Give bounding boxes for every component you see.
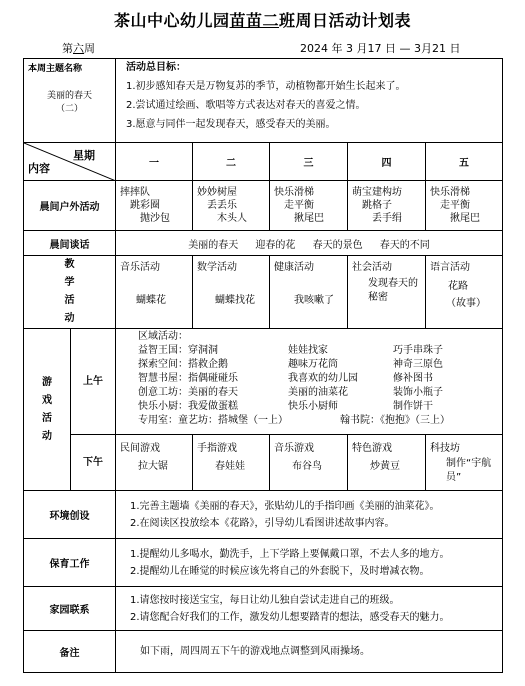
games-afternoon-row — [24, 435, 503, 491]
area-row: 探索空间：搭救企鹅 趣味万花筒 神奇三原色 — [138, 359, 444, 370]
afternoon-label: 下午 — [71, 435, 116, 491]
outdoor-cell: 萌宝建构坊 跳格子 丢手绢 — [348, 181, 426, 231]
teaching-row — [24, 256, 503, 329]
page-title — [0, 8, 525, 31]
goals-title: 活动总目标： — [126, 62, 187, 73]
family-row — [24, 587, 503, 631]
teaching-cell: 语言活动 花路 （故事） — [426, 256, 503, 329]
afternoon-cell: 特色游戏 炒黄豆 — [348, 435, 426, 491]
teaching-cell: 音乐活动 蝴蝶花 — [116, 256, 193, 329]
talk-topics: 美丽的春天 迎春的花 春天的景色 春天的不同 — [116, 231, 503, 256]
day-mon: 一 — [116, 143, 193, 181]
teaching-cell: 社会活动 发现春天的秘密 — [348, 256, 426, 329]
theme-name: 美丽的春天 — [47, 91, 93, 101]
morning-label: 上午 — [71, 329, 116, 435]
day-fri: 五 — [426, 143, 503, 181]
week-number: 第六周 — [62, 42, 95, 55]
care-label: 保育工作 — [24, 539, 116, 587]
date-range: 2024 年 3 月17 日 — 3月21 日 — [300, 42, 461, 55]
environment-cell: 1.完善主题墙《美丽的春天》，张贴幼儿的手指印画《美丽的油菜花》。 2.在阅读区投放绘本《花路》，引导幼儿看图讲述故事内容。 — [116, 491, 503, 539]
area-row: 创意工坊：美丽的春天 美丽的油菜花 装饰小瓶子 — [138, 387, 444, 398]
area-row: 智慧书屋：指偶碰碰乐 我喜欢的幼儿园 修补图书 — [138, 373, 434, 384]
remarks-label: 备注 — [24, 631, 116, 673]
class-name: 苗苗二 — [229, 11, 279, 30]
area-row: 益智王国：穿洞洞 娃娃找家 巧手串珠子 — [138, 345, 444, 356]
talk-row — [24, 231, 503, 256]
goals-cell — [116, 59, 503, 143]
goal-item: 3.愿意与同伴一起发现春天，感受春天的美丽。 — [126, 119, 336, 130]
care-row — [24, 539, 503, 587]
diagonal-header: 星期 内容 — [24, 143, 116, 181]
goal-item: 2.尝试通过绘画、歌唱等方式表达对春天的喜爱之情。 — [126, 100, 366, 111]
afternoon-cell: 音乐游戏 布谷鸟 — [270, 435, 348, 491]
day-tue: 二 — [193, 143, 270, 181]
afternoon-cell: 手指游戏 春娃娃 — [193, 435, 270, 491]
outdoor-row — [24, 181, 503, 231]
goal-item: 1.初步感知春天是万物复苏的季节，动植物都开始生长起来了。 — [126, 81, 406, 92]
family-cell: 1.请您按时接送宝宝，每日让幼儿独自尝试走进自己的班级。 2.请您配合好我们的工作，激发幼儿想要踏青的想法，感受春天的魅力。 — [116, 587, 503, 631]
teaching-cell: 数学活动 蝴蝶找花 — [193, 256, 270, 329]
games-morning-row — [24, 329, 503, 435]
outdoor-cell: 快乐滑梯 走平衡 揪尾巴 — [270, 181, 348, 231]
theme-part: （二） — [56, 104, 84, 114]
teaching-label: 教 学 活 动 — [24, 256, 116, 329]
special-room: 专用室：童艺坊：搭城堡（一上） 翰书院：《抱抱》（三上） — [138, 415, 451, 426]
games-label: 游 戏 活 动 — [24, 329, 71, 491]
title-suffix: 班周日活动计划表 — [279, 11, 412, 30]
day-wed: 三 — [270, 143, 348, 181]
theme-row — [24, 59, 503, 143]
outdoor-label: 晨间户外活动 — [24, 181, 116, 231]
school-name: 茶山中心幼儿园 — [113, 11, 230, 30]
environment-label: 环境创设 — [24, 491, 116, 539]
outdoor-cell: 摔摔队 跳彩圈 抛沙包 — [116, 181, 193, 231]
day-thu: 四 — [348, 143, 426, 181]
theme-cell: 本周主题名称 美丽的春天 （二） — [24, 59, 116, 143]
plan-table — [23, 58, 503, 673]
afternoon-cell: 科技坊 制作“宇航员” — [426, 435, 503, 491]
areas-cell — [116, 329, 503, 435]
remarks-row — [24, 631, 503, 673]
day-header-row — [24, 143, 503, 181]
outdoor-cell: 妙妙树屋 丢丢乐 木头人 — [193, 181, 270, 231]
area-row: 快乐小厨：我爱做蛋糕 快乐小厨师 制作饼干 — [138, 401, 434, 412]
talk-label: 晨间谈话 — [24, 231, 116, 256]
care-cell: 1.提醒幼儿多喝水，勤洗手，上下学路上要佩戴口罩，不去人多的地方。 2.提醒幼儿在睡觉的时候应该先将自己的外套脱下，及时增减衣物。 — [116, 539, 503, 587]
areas-title: 区域活动： — [138, 331, 189, 342]
remarks-cell: 如下雨，周四周五下午的游戏地点调整到风雨操场。 — [116, 631, 503, 673]
family-label: 家园联系 — [24, 587, 116, 631]
outdoor-cell: 快乐滑梯 走平衡 揪尾巴 — [426, 181, 503, 231]
afternoon-cell: 民间游戏 拉大锯 — [116, 435, 193, 491]
teaching-cell: 健康活动 我咳嗽了 — [270, 256, 348, 329]
environment-row — [24, 491, 503, 539]
